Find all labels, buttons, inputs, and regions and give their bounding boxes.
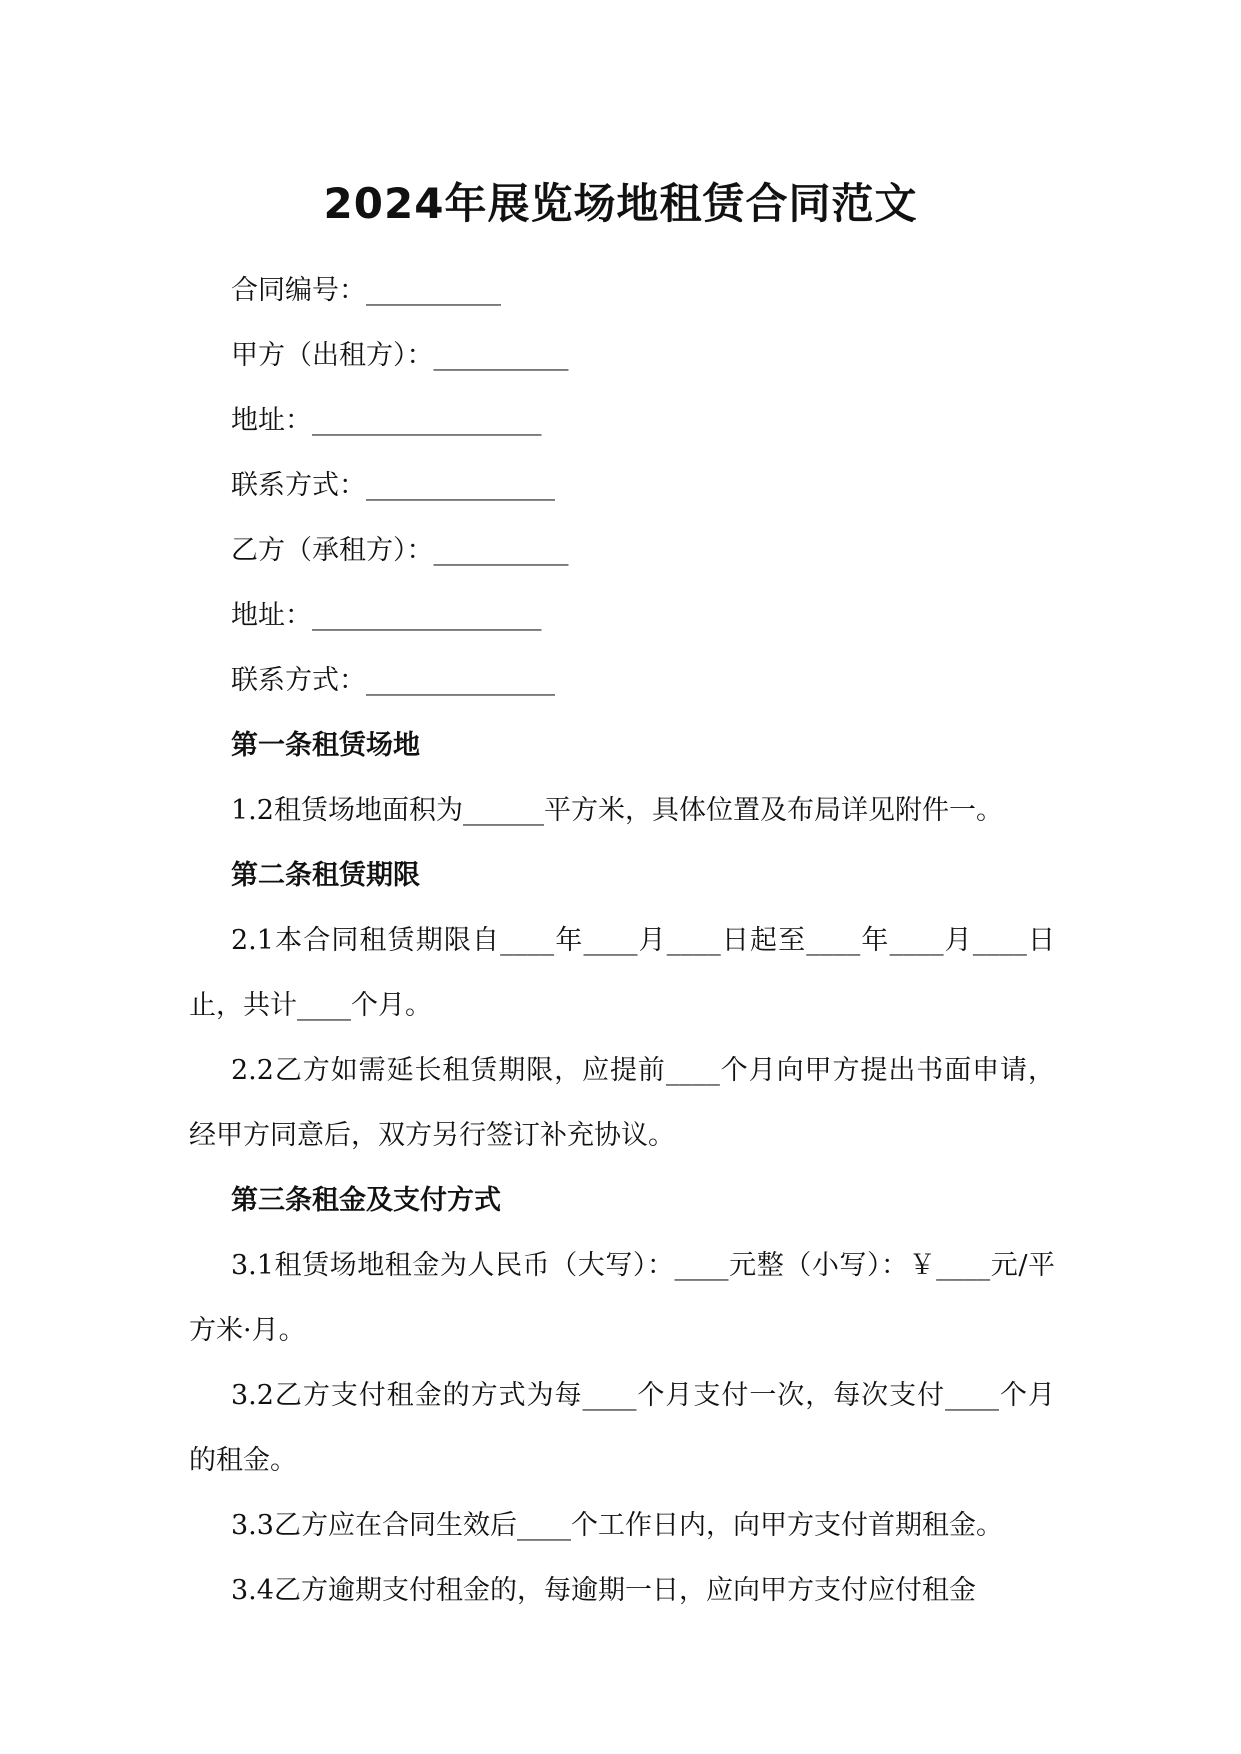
clause-2-2: 2.2乙方如需延长租赁期限，应提前____个月向甲方提出书面申请，经甲方同意后，双方另行签订补充协议。: [189, 1055, 1055, 1151]
document-title: 2024年展览场地租赁合同范文: [323, 179, 918, 228]
contract-number-field: 合同编号：__________: [231, 275, 501, 306]
party-b-contact-field: 联系方式：______________: [231, 665, 555, 696]
party-a-address-field: 地址：_________________: [231, 405, 542, 436]
clause-2-1: 2.1本合同租赁期限自____年____月____日起至____年____月____日止，共计____个月。: [189, 925, 1055, 1021]
clause-3-4: 3.4乙方逾期支付租金的，每逾期一日，应向甲方支付应付租金: [231, 1575, 976, 1606]
document-body: [189, 258, 1055, 1623]
party-b-field: 乙方（承租方）：__________: [231, 535, 569, 566]
clause-3-2: 3.2乙方支付租金的方式为每____个月支付一次，每次支付____个月的租金。: [189, 1380, 1055, 1476]
section-heading-1: 第一条租赁场地: [231, 730, 420, 761]
clause-3-1: 3.1租赁场地租金为人民币（大写）：____元整（小写）：￥____元/平方米·月。: [189, 1250, 1055, 1346]
clause-3-3: 3.3乙方应在合同生效后____个工作日内，向甲方支付首期租金。: [231, 1510, 1003, 1541]
party-b-address-field: 地址：_________________: [231, 600, 542, 631]
section-heading-3: 第三条租金及支付方式: [231, 1185, 501, 1216]
party-a-contact-field: 联系方式：______________: [231, 470, 555, 501]
section-heading-2: 第二条租赁期限: [231, 860, 420, 891]
party-a-field: 甲方（出租方）：__________: [231, 340, 569, 371]
clause-1-2: 1.2租赁场地面积为______平方米，具体位置及布局详见附件一。: [231, 795, 1003, 826]
